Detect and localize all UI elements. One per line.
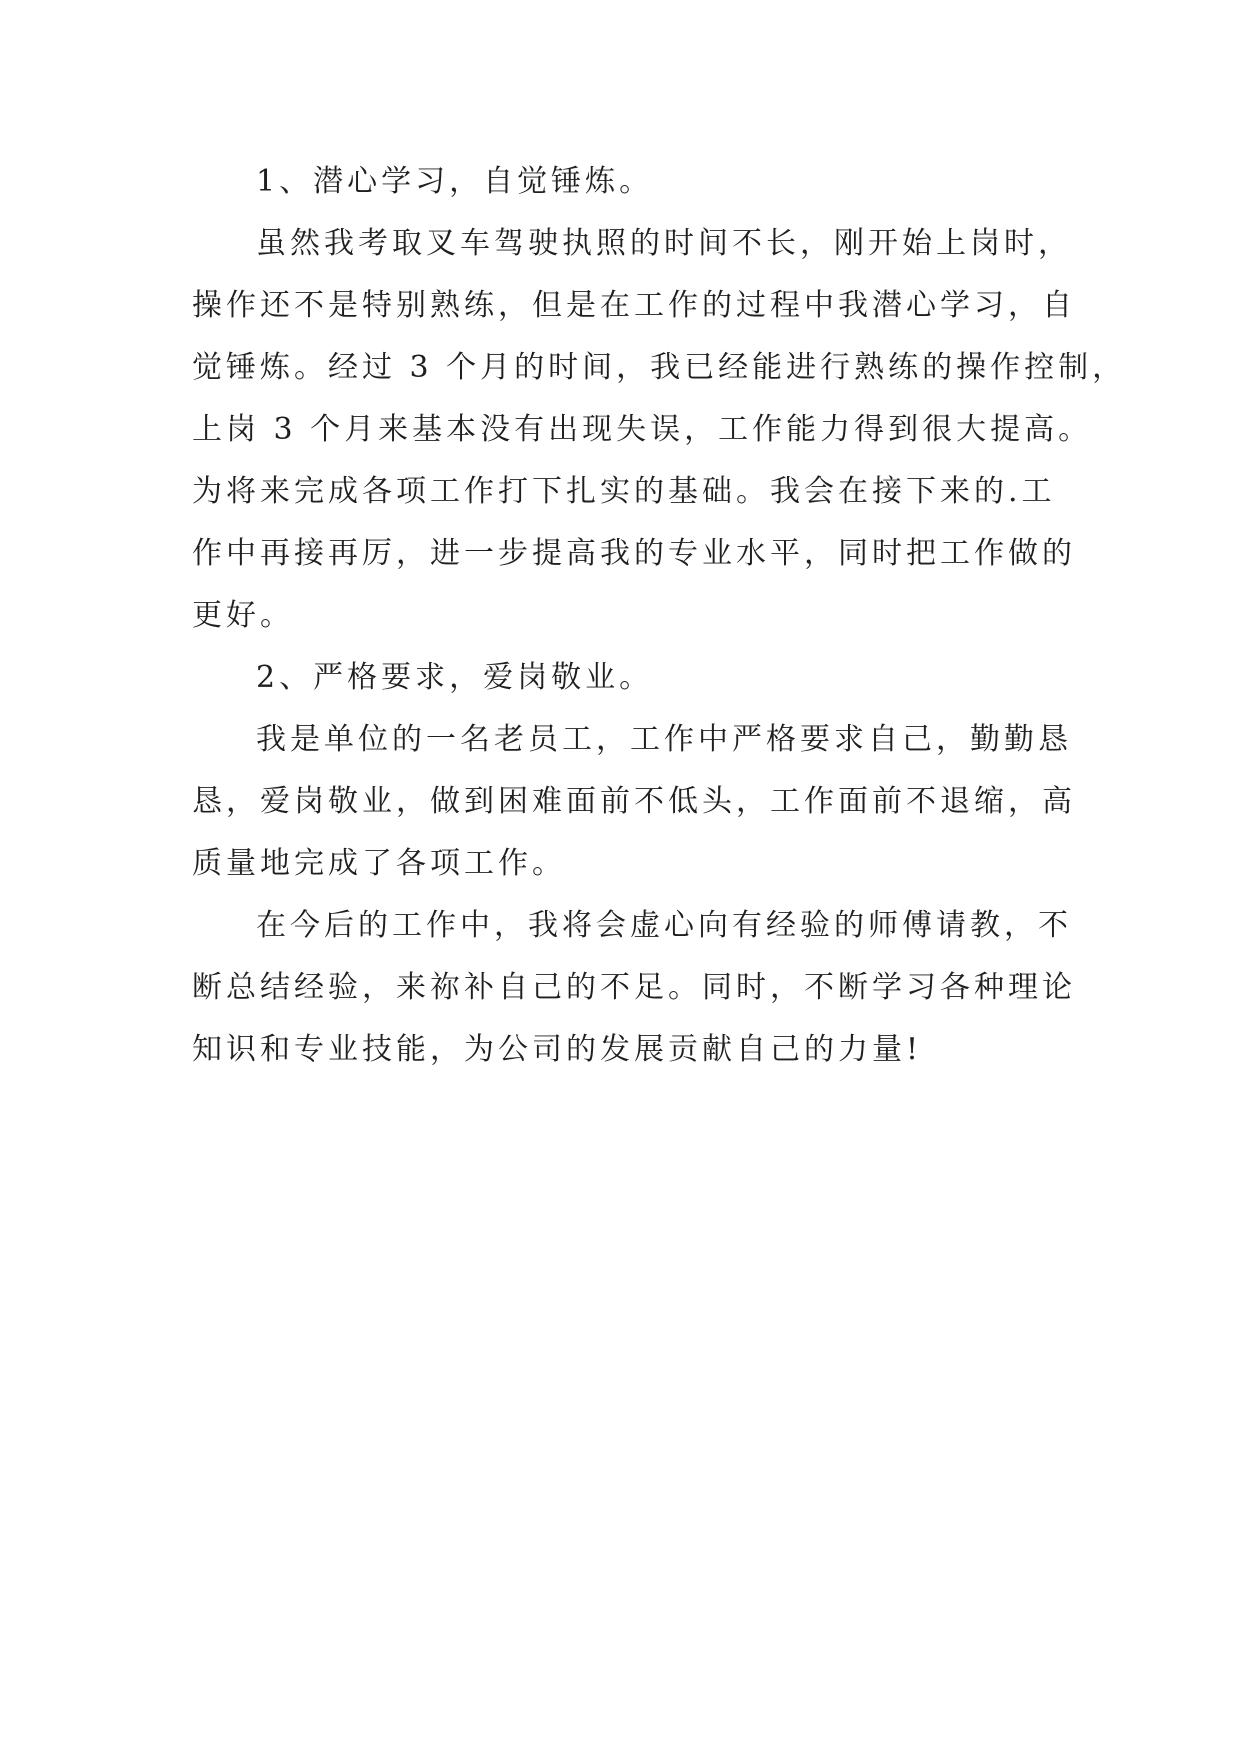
paragraph-line: 恳，爱岗敬业，做到困难面前不低头，工作面前不退缩，高 [192, 784, 1076, 819]
paragraph-line: 断总结经验，来祢补自己的不足。同时，不断学习各种理论 [192, 970, 1076, 1005]
paragraph-line: 觉锤炼。经过 3 个月的时间，我已经能进行熟练的操作控制， [192, 350, 1127, 385]
section-heading-1: 1、潜心学习，自觉锤炼。 [256, 164, 654, 199]
paragraph-line: 为将来完成各项工作打下扎实的基础。我会在接下来的.工 [192, 474, 1056, 509]
paragraph-line: 操作还不是特别熟练，但是在工作的过程中我潜心学习，自 [192, 288, 1076, 323]
document-page [192, 160, 1127, 1090]
paragraph-line: 更好。 [192, 598, 294, 633]
paragraph-line: 质量地完成了各项工作。 [192, 846, 566, 881]
paragraph-line: 我是单位的一名老员工，工作中严格要求自己，勤勤恳 [256, 722, 1072, 757]
paragraph-line: 在今后的工作中，我将会虚心向有经验的师傅请教，不 [256, 908, 1072, 943]
section-heading-2: 2、严格要求，爱岗敬业。 [256, 660, 654, 695]
paragraph-line: 上岗 3 个月来基本没有出现失误，工作能力得到很大提高。 [192, 412, 1093, 447]
paragraph-line: 知识和专业技能，为公司的发展贡献自己的力量! [192, 1032, 923, 1067]
paragraph-line: 虽然我考取叉车驾驶执照的时间不长，刚开始上岗时， [256, 226, 1072, 261]
paragraph-line: 作中再接再厉，进一步提高我的专业水平，同时把工作做的 [192, 536, 1076, 571]
